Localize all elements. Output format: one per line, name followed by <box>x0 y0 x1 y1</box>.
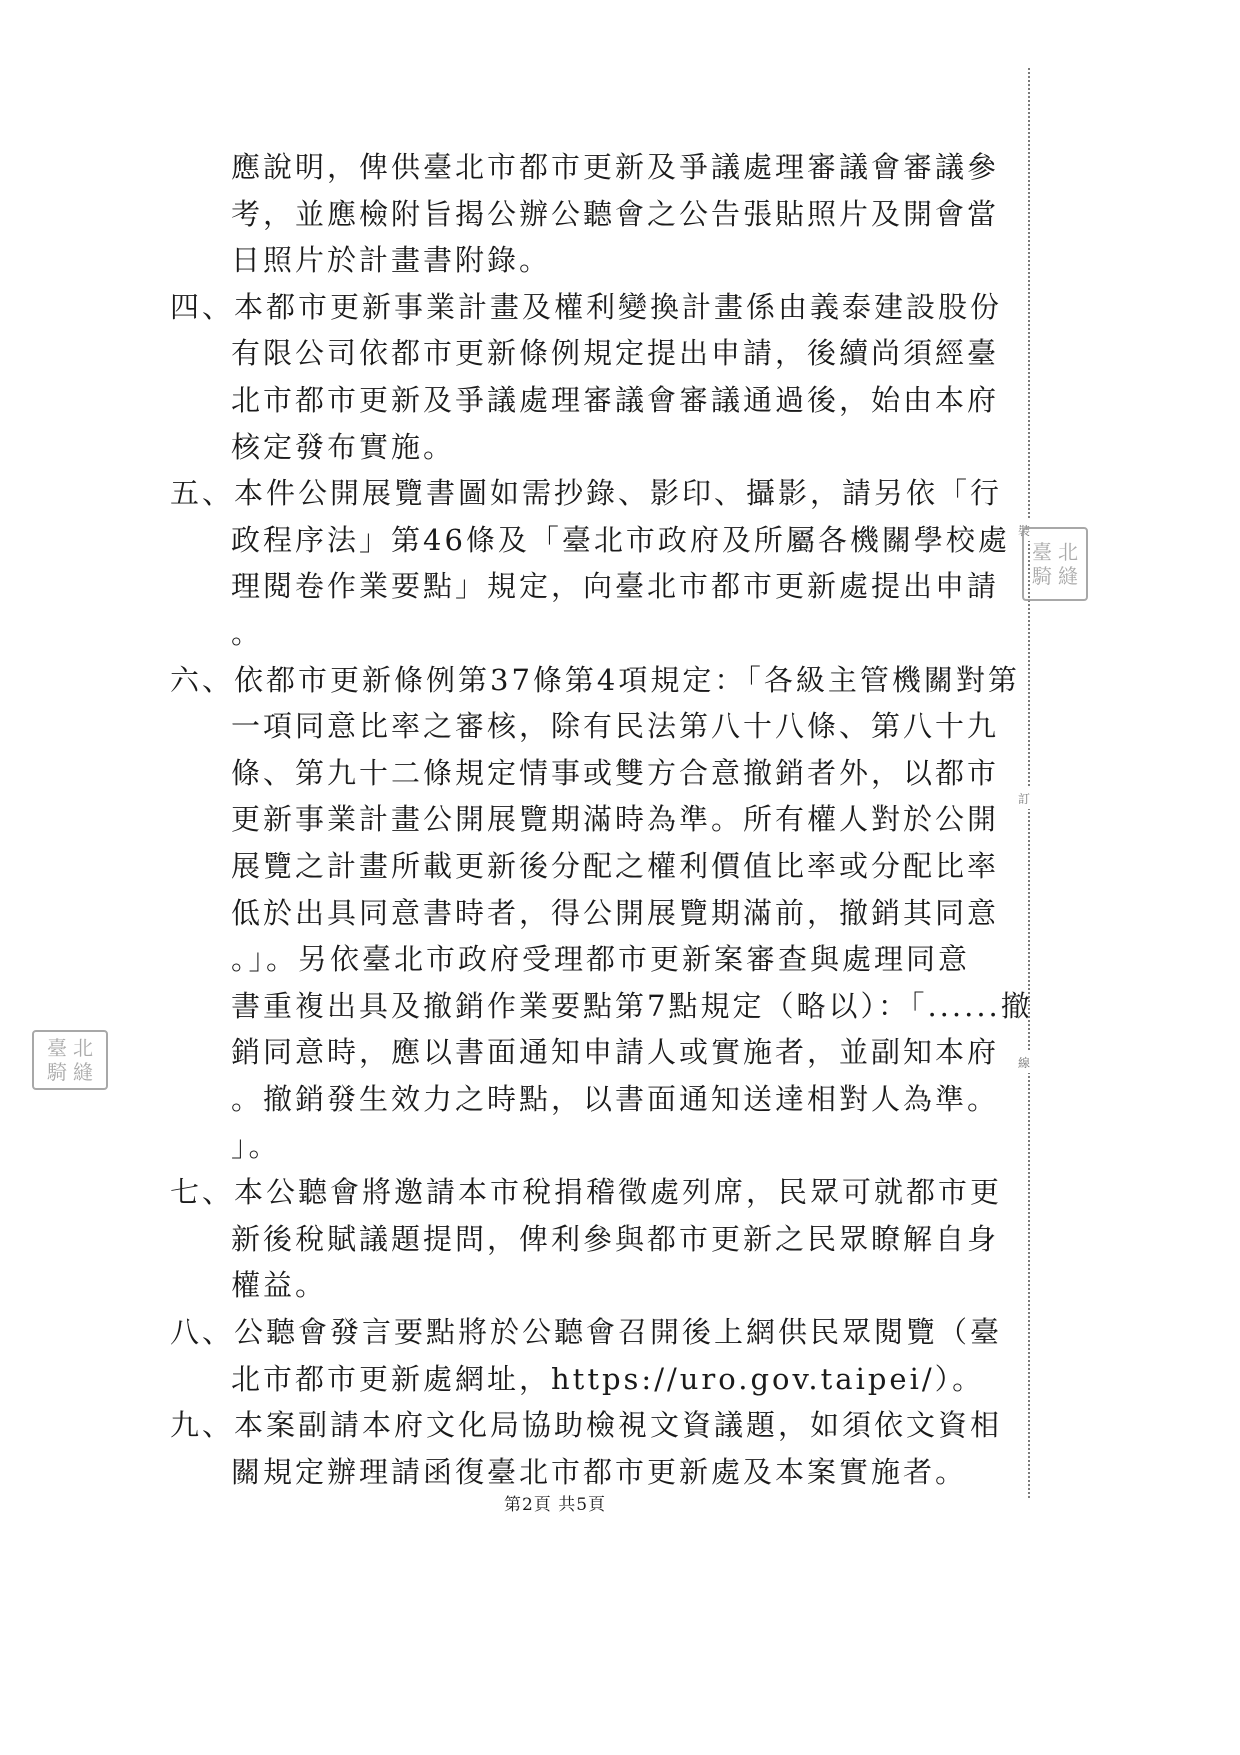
paragraph-line: 書重複出具及撤銷作業要點第7點規定（略以）：「......撤 <box>231 988 1033 1023</box>
binding-line <box>1028 68 1030 1498</box>
paragraph-line: 展覽之計畫所載更新後分配之權利價值比率或分配比率 <box>231 849 1000 883</box>
numbered-paragraph-line: 八、公聽會發言要點將於公聽會召開後上網供民眾閱覽（臺 <box>170 1315 1003 1349</box>
paragraph-line: 。撤銷發生效力之時點，以書面通知送達相對人為準。 <box>231 1082 1000 1116</box>
paragraph-line: 一項同意比率之審核，除有民法第八十八條、第八十九 <box>231 709 1000 744</box>
paragraph-line: 考，並應檢附旨揭公辦公聽會之公告張貼照片及開會當 <box>231 196 1000 231</box>
paragraph-line: 」。 <box>231 1128 281 1163</box>
paragraph-line: 北市都市更新處網址，https://uro.gov.taipei/）。 <box>231 1361 985 1396</box>
numbered-paragraph-line: 七、本公聽會將邀請本市稅捐稽徵處列席，民眾可就都市更 <box>170 1175 1003 1210</box>
paragraph-line: 政程序法」第46條及「臺北市政府及所屬各機關學校處 <box>231 522 1010 557</box>
paragraph-line: 應說明，俾供臺北市都市更新及爭議處理審議會審議參 <box>231 150 1000 184</box>
numbered-paragraph-line: 六、依都市更新條例第37條第4項規定：「各級主管機關對第 <box>170 662 1020 697</box>
numbered-paragraph-line: 九、本案副請本府文化局協助檢視文資議題，如須依文資相 <box>170 1408 1003 1443</box>
paragraph-line: 條、第九十二條規定情事或雙方合意撤銷者外，以都市 <box>231 755 1000 790</box>
numbered-paragraph-line: 五、本件公開展覽書圖如需抄錄、影印、攝影，請另依「行 <box>170 476 1003 511</box>
paragraph-line: 低於出具同意書時者，得公開展覽期滿前，撤銷其同意 <box>231 895 1000 930</box>
binding-mark: 訂 <box>1018 788 1030 809</box>
page-footer: 第2頁 共5頁 <box>503 1495 607 1515</box>
paragraph-line: 更新事業計畫公開展覽期滿時為準。所有權人對於公開 <box>231 802 1000 837</box>
paragraph-line: 銷同意時，應以書面通知申請人或實施者，並副知本府 <box>231 1035 1000 1070</box>
paragraph-line: 理閱卷作業要點」規定，向臺北市都市更新處提出申請 <box>231 569 1000 604</box>
paragraph-line: 權益。 <box>231 1268 328 1303</box>
paragraph-line: 日照片於計畫書附錄。 <box>231 243 552 278</box>
paragraph-line: 北市都市更新及爭議處理審議會審議通過後，始由本府 <box>231 383 1000 417</box>
binding-mark: 線 <box>1018 1052 1030 1073</box>
paragraph-line: 核定發布實施。 <box>231 429 456 464</box>
paragraph-line: 。」。另依臺北市政府受理都市更新案審查與處理同意 <box>231 942 971 977</box>
binding-mark: 裝 <box>1018 520 1030 541</box>
seal-stamp: 臺 北 騎 縫 <box>1022 527 1088 601</box>
seal-stamp: 臺 北 騎 縫 <box>32 1030 108 1090</box>
paragraph-line: 新後稅賦議題提問，俾利參與都市更新之民眾瞭解自身 <box>231 1221 1000 1256</box>
paragraph-line: 。 <box>231 616 264 650</box>
paragraph-line: 關規定辦理請函復臺北市都市更新處及本案實施者。 <box>231 1454 968 1489</box>
paragraph-line: 有限公司依都市更新條例規定提出申請，後續尚須經臺 <box>231 336 1000 371</box>
numbered-paragraph-line: 四、本都市更新事業計畫及權利變換計畫係由義泰建設股份 <box>170 289 1003 324</box>
